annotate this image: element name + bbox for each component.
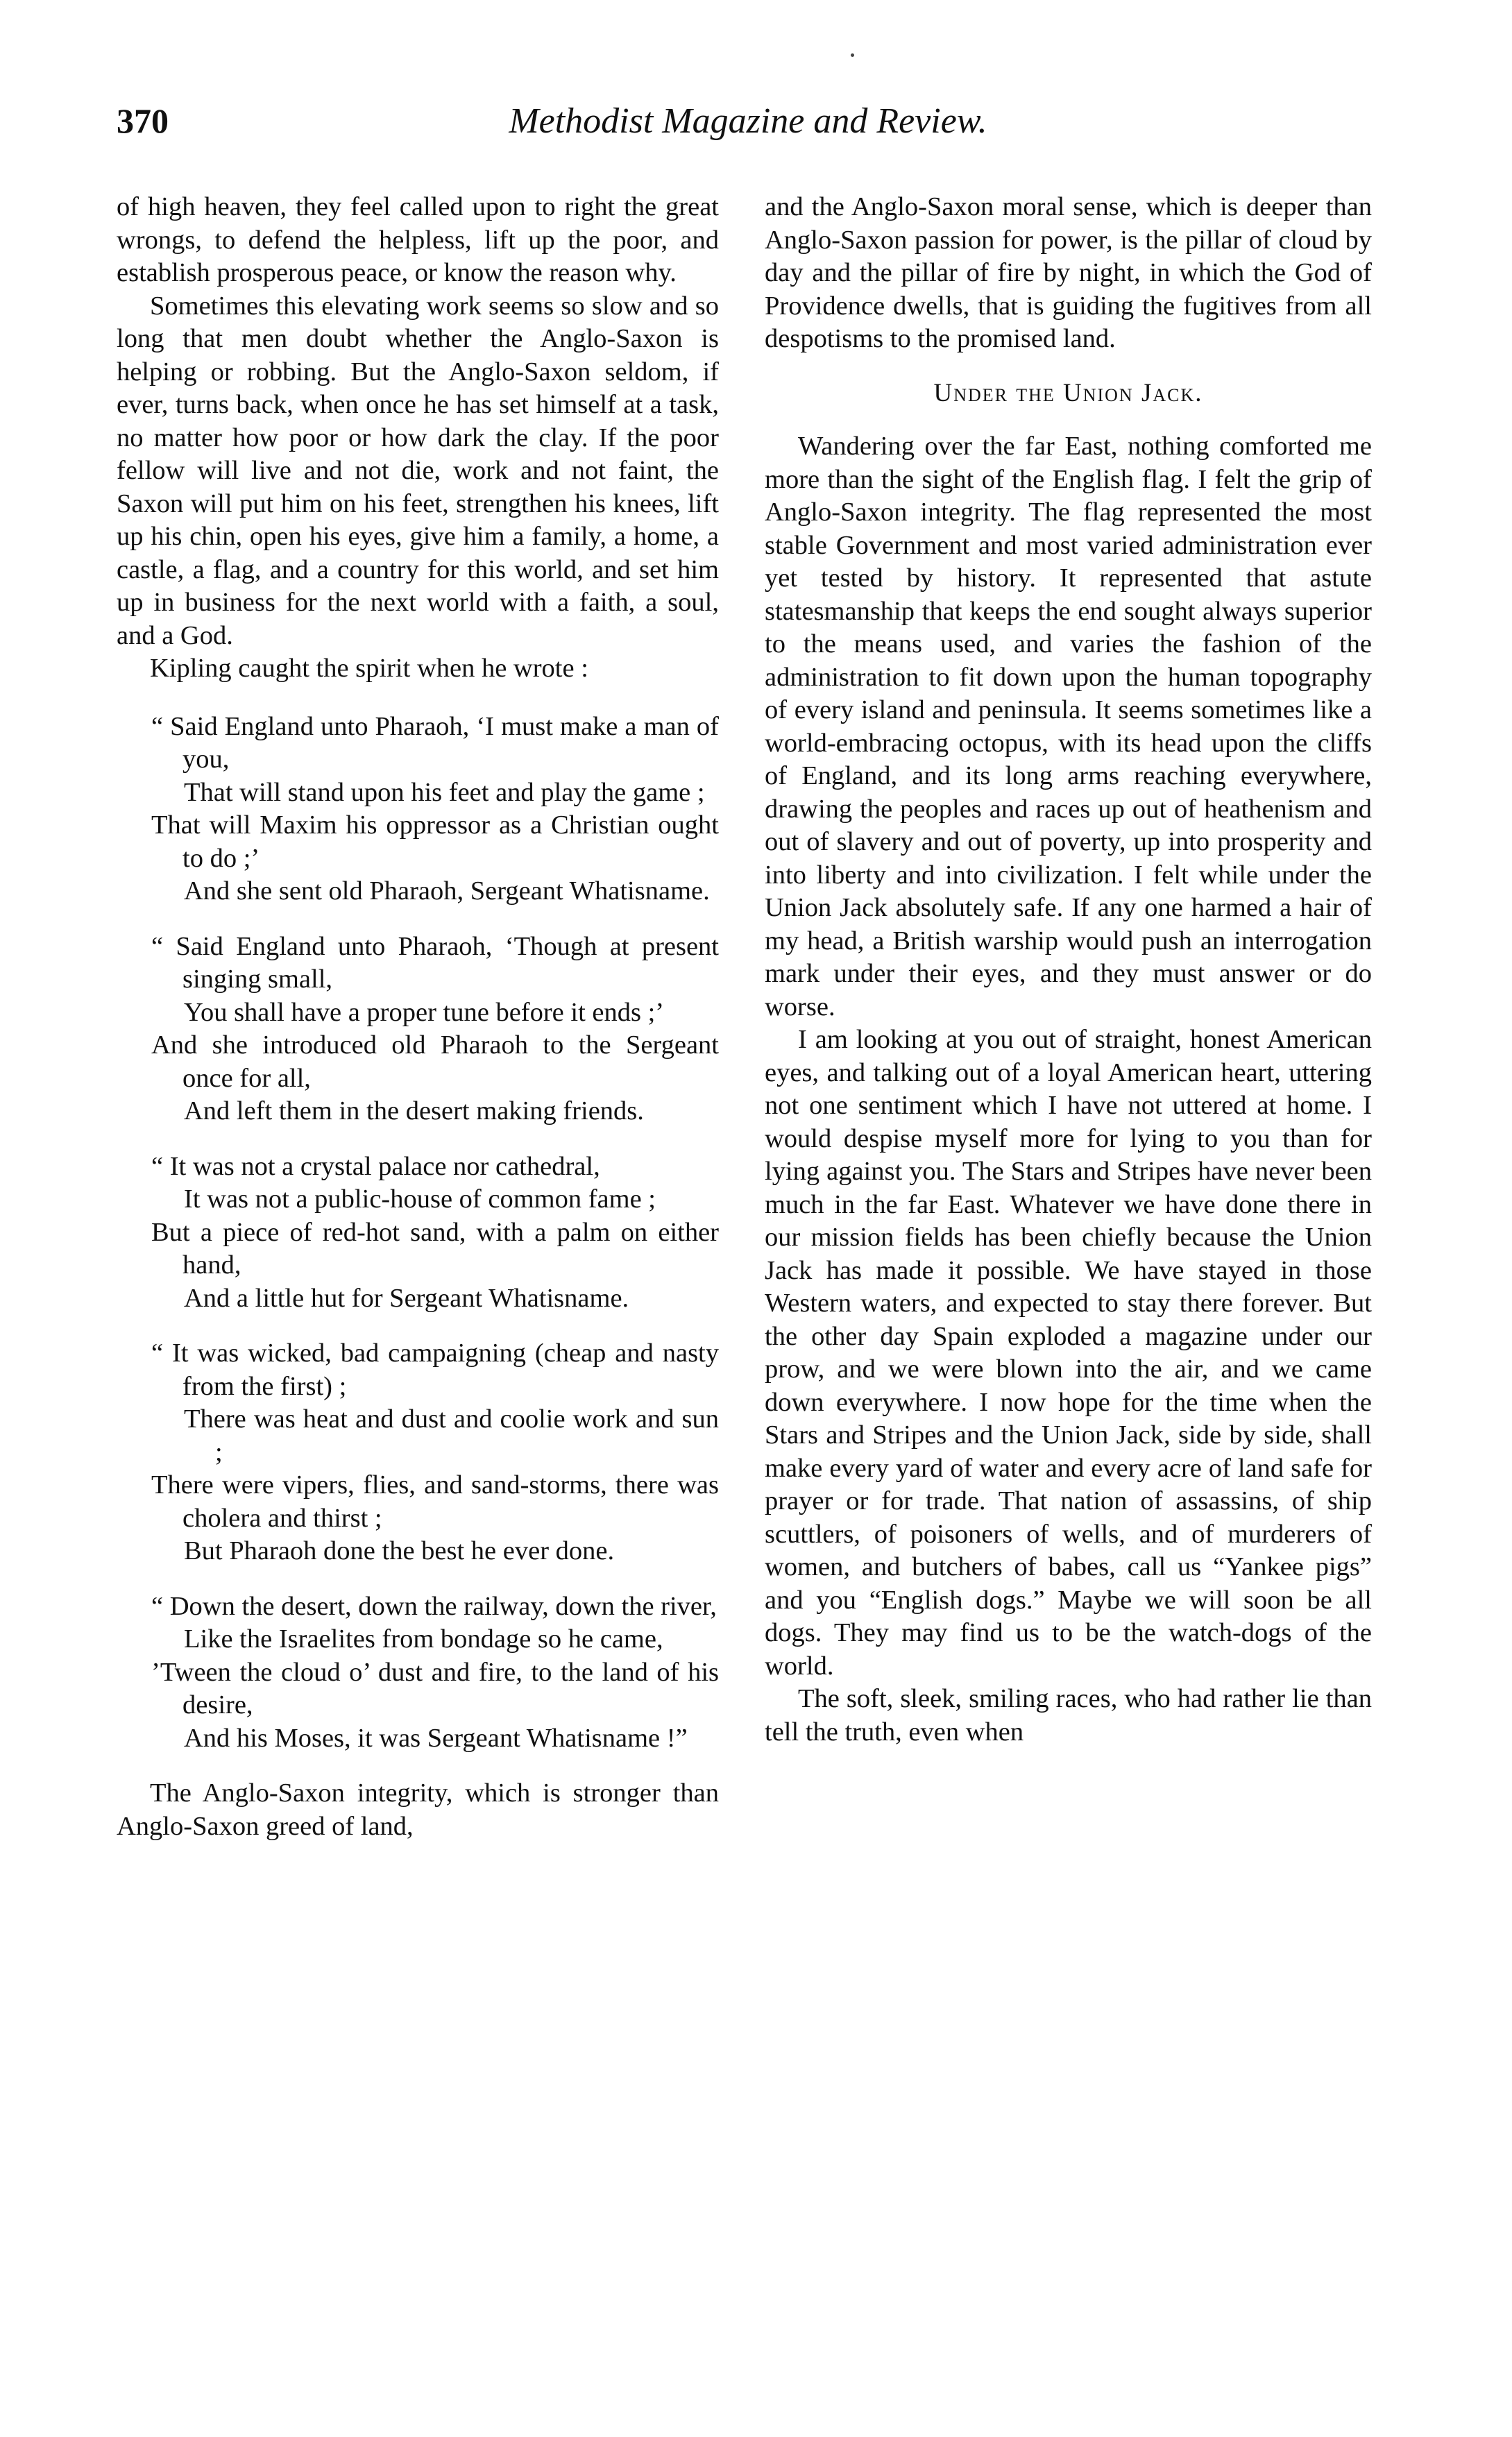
right-paragraph-3: I am looking at you out of straight, honest American eyes, and talking out of a loyal American heart, uttering not one sentiment which I have not uttered at home. I would despise myself more for lying to you than for lying against you. The Stars and Stripes have never been much in the far East. Whatever we have done there in our mission fields has been chiefly because the Union Jack has made it possible. We have stayed in those Western waters, and expected to stay there forever. But the other day Spain exploded a magazine under our prow, and we were blown into the air, and we came down everywhere. I now hope for the time when the Stars and Stripes and the Union Jack, side by side, shall make every yard of water and every acre of land safe for prayer or for trade. That nation of assassins, of ship scuttlers, of poisoners of wells, and of murderers of women, and butchers of babes, call us “Yankee pigs” and you “English dogs.” Maybe we will soon be all dogs. They may find us to be the watch-dogs of the world.	[765, 1025, 1372, 1681]
poem-line: There was heat and dust and coolie work and sun ;	[184, 1404, 719, 1467]
poem-stanza-1	[117, 711, 719, 908]
poem-stanza-3	[117, 1150, 719, 1316]
section-subheading	[765, 377, 1372, 410]
poem-line: “ It was wicked, bad campaigning (cheap and nasty from the first) ;	[151, 1339, 719, 1401]
left-paragraph-2: Sometimes this elevating work seems so slow and so long that men doubt whether the Anglo-Saxon is helping or robbing. But the Anglo-Saxon seldom, if ever, turns back, when once he has set himself at a task, no matter how poor or how dark the clay. If the poor fellow will live and not die, work and not faint, the Saxon will put him on his feet, strengthen his knees, lift up his chin, open his eyes, give him a family, a home, a castle, a flag, and a country for this world, and set him up in business for the next world with a faith, a soul, and a God.	[117, 291, 719, 650]
poem-line: “ It was not a crystal palace nor cathedral,	[151, 1151, 600, 1181]
left-paragraph-3: Kipling caught the spirit when he wrote :	[150, 654, 588, 683]
poem-line: It was not a public-house of common fame ;	[184, 1184, 656, 1214]
poem-line: And she introduced old Pharaoh to the Sergeant once for all,	[151, 1030, 719, 1093]
poem-line: You shall have a proper tune before it ends ;’	[184, 997, 665, 1027]
poem-line: But Pharaoh done the best he ever done.	[184, 1536, 615, 1565]
poem-line: And his Moses, it was Sergeant Whatisname !”	[184, 1723, 688, 1753]
right-paragraph-4: The soft, sleek, smiling races, who had rather lie than tell the truth, even when	[765, 1684, 1372, 1747]
right-paragraph-1: and the Anglo-Saxon moral sense, which is deeper than Anglo-Saxon passion for power, is the pillar of cloud by day and the pillar of fire by night, in which the God of Providence dwells, that is guiding the fugitives from all despotisms to the promised land.	[765, 192, 1372, 353]
poem-stanza-4	[117, 1337, 719, 1568]
kipling-poem	[117, 711, 719, 1756]
poem-line: There were vipers, flies, and sand-storms, there was cholera and thirst ;	[151, 1470, 719, 1533]
right-column	[765, 191, 1372, 1749]
journal-title: Methodist Magazine and Review.	[509, 101, 987, 141]
left-column	[117, 191, 719, 1843]
poem-line: Like the Israelites from bondage so he came,	[184, 1624, 663, 1654]
ink-speck	[851, 53, 854, 57]
poem-line: ’Tween the cloud o’ dust and fire, to the land of his desire,	[151, 1657, 719, 1720]
page-number: 370	[117, 101, 169, 140]
poem-line: And left them in the desert making friends.	[184, 1096, 644, 1126]
subheading-text: Under the Union Jack.	[933, 378, 1203, 407]
poem-line: That will stand upon his feet and play the game ;	[184, 777, 705, 807]
poem-line: And she sent old Pharaoh, Sergeant Whatisname.	[184, 876, 710, 906]
poem-line: And a little hut for Sergeant Whatisname.	[184, 1283, 629, 1313]
poem-line: “ Said England unto Pharaoh, ‘Though at present singing small,	[151, 931, 719, 994]
poem-stanza-5	[117, 1590, 719, 1756]
poem-stanza-2	[117, 931, 719, 1128]
right-paragraph-2: Wandering over the far East, nothing comforted me more than the sight of the English flag. I felt the grip of Anglo-Saxon integrity. The flag represented the most stable Government and most varied administration ever yet tested by history. It represented that astute statesmanship that keeps the end sought always superior to the means used, and varies the fashion of the administration to fit down upon the human topography of every island and peninsula. It seems sometimes like a world-embracing octopus, with its head upon the cliffs of England, and its long arms reaching everywhere, drawing the peoples and races up out of heathenism and out of slavery and out of poverty, up into prosperity and into liberty and into civilization. I felt while under the Union Jack absolutely safe. If any one harmed a hair of my head, a British warship would push an interrogation mark under their eyes, and they must answer or do worse.	[765, 432, 1372, 1021]
running-head	[117, 101, 1379, 156]
left-paragraph-4: The Anglo-Saxon integrity, which is stronger than Anglo-Saxon greed of land,	[117, 1778, 719, 1841]
left-paragraph-1: of high heaven, they feel called upon to right the great wrongs, to defend the helpless, lift up the poor, and establish prosperous peace, or know the reason why.	[117, 192, 719, 287]
poem-line: “ Down the desert, down the railway, down the river,	[151, 1591, 717, 1621]
poem-line: But a piece of red-hot sand, with a palm on either hand,	[151, 1217, 719, 1280]
poem-line: “ Said England unto Pharaoh, ‘I must make a man of you,	[151, 711, 719, 774]
poem-line: That will Maxim his oppressor as a Christian ought to do ;’	[151, 810, 719, 873]
